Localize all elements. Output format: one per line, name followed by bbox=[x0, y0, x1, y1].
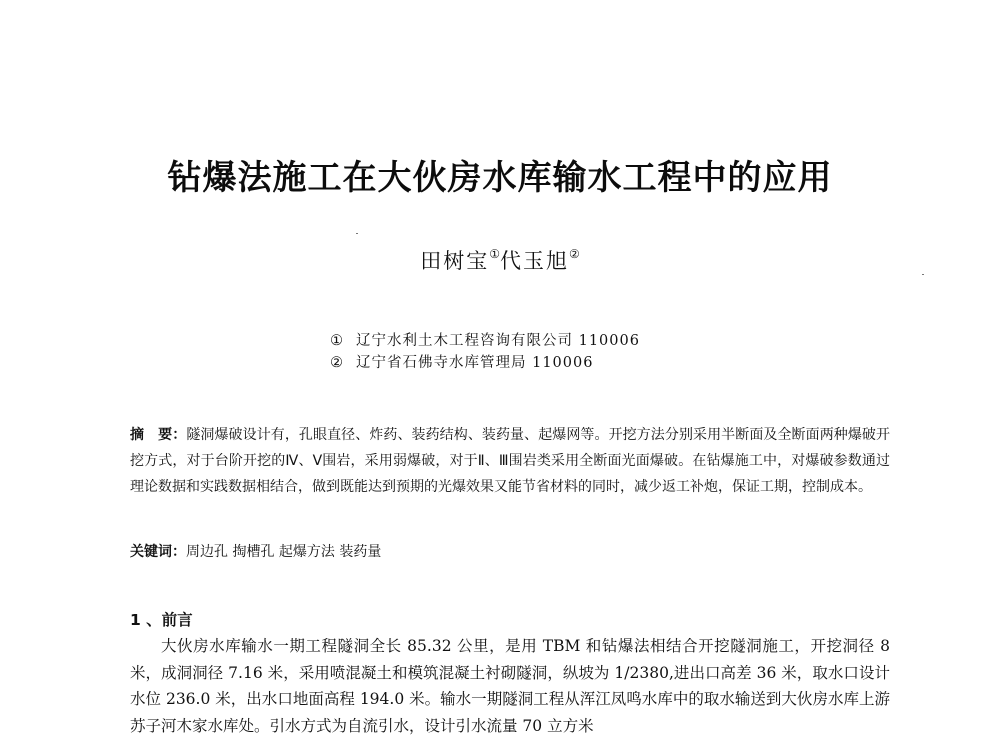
keywords-text: 周边孔 掏槽孔 起爆方法 装药量 bbox=[186, 544, 382, 560]
scan-speck bbox=[922, 274, 924, 275]
affiliation-mark: ② bbox=[330, 355, 344, 371]
abstract bbox=[130, 422, 890, 500]
keywords-label: 关键词： bbox=[130, 544, 186, 560]
section-heading: 1 、前言 bbox=[130, 611, 193, 629]
author-name: 田树宝 bbox=[420, 249, 490, 273]
abstract-text: 隧洞爆破设计有，孔眼直径、炸药、装药结构、装药量、起爆网等。开挖方法分别采用半断面及全断面两种爆破开挖方式，对于台阶开挖的Ⅳ、Ⅴ围岩，采用弱爆破，对于Ⅱ、Ⅲ围岩类采用全断面光面爆破。在钻爆施工中，对爆破参数通过理论数据和实践数据相结合，做到既能达到预期的光爆效果又能节省材料的同时，减少返工补炮，保证工期，控制成本。 bbox=[130, 427, 891, 495]
affiliation-mark: ① bbox=[330, 333, 344, 349]
author-name: 代玉旭 bbox=[500, 249, 569, 273]
author-affiliation-mark: ① bbox=[489, 247, 500, 261]
author-affiliation-mark: ② bbox=[569, 247, 580, 261]
paper-title: 钻爆法施工在大伙房水库输水工程中的应用 bbox=[167, 158, 833, 198]
affiliation-text: 辽宁省石佛寺水库管理局 110006 bbox=[356, 355, 594, 371]
affiliation-line bbox=[330, 352, 640, 374]
affiliations bbox=[330, 330, 640, 374]
scan-speck bbox=[356, 233, 358, 234]
body-paragraph: 大伙房水库输水一期工程隧洞全长 85.32 公里，是用 TBM 和钻爆法相结合开挖隧洞施工，开挖洞径 8 米，成洞洞径 7.16 米，采用喷混凝土和模筑混凝土衬砌隧洞，纵坡为 1/2380,进出口高差 36 米，取水口设计水位 236.0 米，出水口地面高程 194.0 米。输水一期隧洞工程从浑江凤鸣水库中的取水输送到大伙房水库上游苏子河木家水库处。引水方式为自流引水，设计引水流量 70 立方米 bbox=[130, 637, 890, 735]
author-line bbox=[0, 245, 1000, 275]
keywords bbox=[130, 539, 890, 565]
affiliation-line bbox=[330, 330, 640, 352]
abstract-label: 摘 要： bbox=[130, 427, 187, 443]
affiliation-text: 辽宁水利土木工程咨询有限公司 110006 bbox=[356, 333, 640, 349]
